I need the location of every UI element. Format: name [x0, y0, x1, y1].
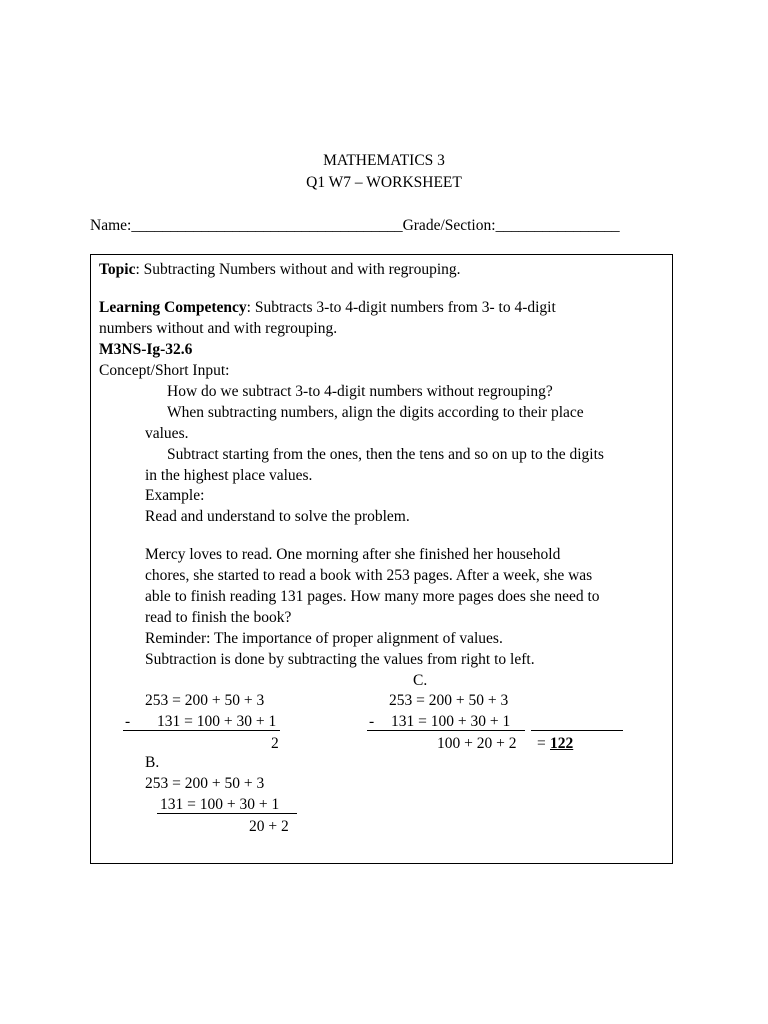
grade-section-label: Grade/Section: — [402, 217, 496, 234]
competency-line-2: numbers without and with regrouping. — [99, 320, 338, 337]
read-instruction: Read and understand to solve the problem. — [145, 508, 410, 525]
example-a-result: 2 — [271, 735, 279, 752]
example-c-minus: - — [369, 713, 375, 730]
example-c-line-1: 253 = 200 + 50 + 3 — [389, 692, 509, 709]
name-label: Name: — [90, 217, 132, 234]
topic-label: Topic — [99, 261, 136, 278]
grade-section-blank[interactable]: ________________ — [495, 217, 620, 234]
example-c-underline — [367, 730, 525, 731]
problem-line-2: chores, she started to read a book with 253 pages. After a week, she was — [145, 567, 593, 584]
name-line — [90, 216, 620, 236]
example-a-underline — [123, 730, 280, 731]
example-c-blank — [531, 730, 623, 731]
example-c-answer: 122 — [550, 735, 574, 752]
competency-label: Learning Competency — [99, 299, 247, 316]
start-text-1: Subtract starting from the ones, then the tens and so on up to the digits — [167, 446, 604, 463]
align-text-2: values. — [145, 425, 189, 442]
competency-line-1 — [99, 298, 556, 318]
problem-line-3: able to finish reading 131 pages. How many more pages does she need to — [145, 588, 600, 605]
start-text-2: in the highest place values. — [145, 467, 313, 484]
example-b-line-1: 253 = 200 + 50 + 3 — [145, 775, 265, 792]
worksheet-title: MATHEMATICS 3 — [323, 152, 445, 169]
example-a-line-1: 253 = 200 + 50 + 3 — [145, 692, 265, 709]
example-c-equals: = — [537, 735, 546, 752]
rule-text: Subtraction is done by subtracting the values from right to left. — [145, 651, 535, 668]
reminder-text: Reminder: The importance of proper alignment of values. — [145, 630, 503, 647]
topic-line — [99, 260, 461, 280]
example-b-label: B. — [145, 754, 160, 771]
align-text-1: When subtracting numbers, align the digits according to their place — [167, 404, 584, 421]
example-b-result: 20 + 2 — [249, 818, 289, 835]
problem-line-1: Mercy loves to read. One morning after she finished her household — [145, 546, 561, 563]
example-c-result: 100 + 20 + 2 — [437, 735, 517, 752]
example-c-line-2: 131 = 100 + 30 + 1 — [391, 713, 511, 730]
example-label: Example: — [145, 487, 205, 504]
example-c-label: C. — [413, 672, 428, 689]
problem-line-4: read to finish the book? — [145, 609, 292, 626]
competency-text: : Subtracts 3-to 4-digit numbers from 3- to 4-digit — [246, 299, 556, 316]
concept-label: Concept/Short Input: — [99, 362, 230, 379]
name-blank[interactable]: ___________________________________ — [131, 217, 403, 234]
competency-code: M3NS-Ig-32.6 — [99, 341, 193, 358]
example-b-underline — [157, 813, 297, 814]
example-a-line-2: 131 = 100 + 30 + 1 — [157, 713, 277, 730]
worksheet-subtitle: Q1 W7 – WORKSHEET — [306, 174, 462, 191]
topic-text: : Subtracting Numbers without and with regrouping. — [135, 261, 461, 278]
example-b-line-2: 131 = 100 + 30 + 1 — [160, 796, 280, 813]
question-text: How do we subtract 3-to 4-digit numbers without regrouping? — [167, 383, 553, 400]
example-a-minus: - — [125, 713, 131, 730]
